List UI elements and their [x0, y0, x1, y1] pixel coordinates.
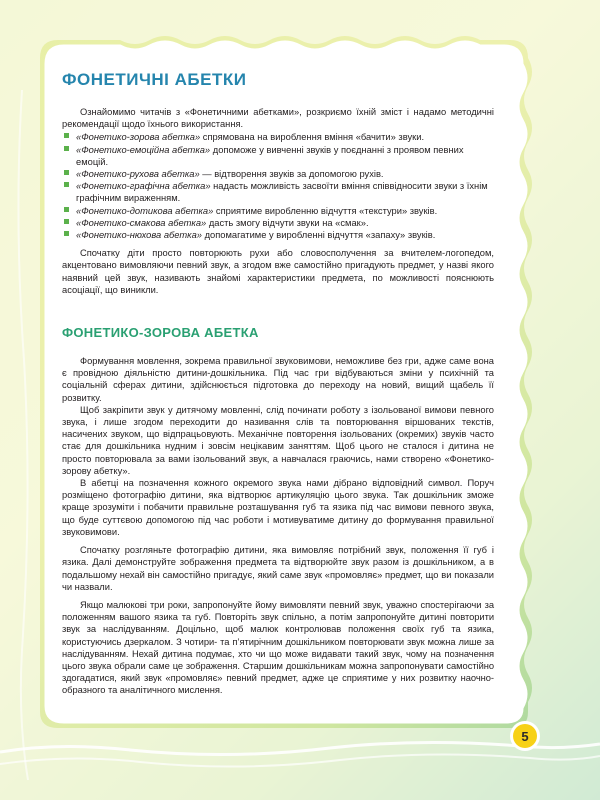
list-item-text: надасть можливість засвоїти вміння співвідносити звуки з їхнім графічним вираженням. — [76, 181, 488, 204]
list-item — [62, 180, 494, 204]
list-item-title: «Фонетико-смакова абетка» — [76, 217, 207, 228]
list-item-text: — відтворення звуків за допомогою рухів. — [199, 169, 384, 180]
list-item — [62, 217, 494, 229]
list-item-text: допомагатиме у виробленні відчуття «запаху» звуків. — [201, 230, 436, 241]
list-item-title: «Фонетико-рухова абетка» — [76, 169, 200, 180]
square-bullet-icon — [64, 182, 69, 187]
list-item-text: сприятиме виробленню відчуття «текстури» звуків. — [213, 205, 438, 216]
section-heading: ФОНЕТИКО-ЗОРОВА АБЕТКА — [62, 325, 259, 341]
paragraph-after-list: Спочатку діти просто повторюють рухи або словосполучення за вчителем-логопедом, акцентовано вимовляючи певний звук, а згодом вже самостійно пригадують предмет, у назві якого наявний цей звук, називають знайомі характеристики предмета, по можливості пояснюють асоціації, що виникли. — [62, 248, 494, 295]
list-item — [62, 144, 494, 168]
section-paragraph: Щоб закріпити звук у дитячому мовленні, слід починати роботу з ізольованої вимови певного звука, і лише згодом переходити до називання слів та повторювання віршованих текстів, насичених звуком, що відпрацьовують. Механічне повторення ізольованих (окремих) звуків часто стає для дошкільника нудним і зовсім нецікавим заняттям. Щоб цього не сталося і дитина не просто повторювала за вами ізольований звук, а навчалася граючись, нами створено «Фонетико-зорову абетку». — [62, 404, 494, 476]
list-item — [62, 229, 494, 241]
list-item-text: спрямована на вироблення вміння «бачити» звуки. — [200, 132, 425, 143]
page-content — [62, 70, 494, 697]
square-bullet-icon — [64, 133, 69, 138]
section-paragraph: Якщо малюкові три роки, запропонуйте йому вимовляти певний звук, уважно спостерігаючи за положенням вашого язика та губ. Повторіть звук спільно, а потім запропонуйте дитині повторити звук за наслідуванням. Доцільно, щоб малюк контролював положення своїх губ та язика, користуючись дзеркалом. З чотири- та п’ятирічним дошкільником повторювати звук можна лише за наслідуванням. Нехай дитина подумає, хто чи що може видавати такий звук, чому на позначення цього звука обрали саме це зображення. Старшим дошкільникам можна запропонувати самостійно здогадатися, який звук «промовляє» певний предмет, адже це сприятиме у них розвитку наочно-образного та аналітичного мислення. — [62, 599, 494, 696]
page-heading: ФОНЕТИЧНІ АБЕТКИ — [62, 70, 247, 89]
section-paragraph: Спочатку розгляньте фотографію дитини, яка вимовляє потрібний звук, положення її губ і язика. Далі демонструйте зображення предмета та відтворюйте звук разом із дошкільником, а в подальшому нехай він самостійно пригадує, який саме звук «промовляє» предмет, що ви показали чи назвали. — [62, 545, 494, 592]
list-item — [62, 131, 494, 143]
list-item-title: «Фонетико-зорова абетка» — [76, 132, 201, 143]
section-paragraph: В абетці на позначення кожного окремого звука нами дібрано відповідний символ. Поруч розміщено фотографію дитини, яка відтворює артикуляцію цього звука. Так дошкільник зможе краще зрозуміти і побачити правильне розташування губ та язика під час вимови певного звука, що буде суттєвою допомогою під час роботи і мотивуватиме дитину до формування правильної звуковимови. — [62, 478, 494, 537]
list-item-title: «Фонетико-емоційна абетка» — [76, 144, 211, 155]
list-item — [62, 205, 494, 217]
square-bullet-icon — [64, 219, 69, 224]
list-item-title: «Фонетико-нюхова абетка» — [76, 230, 202, 241]
list-item-text: дасть змогу відчути звуки на «смак». — [206, 217, 369, 228]
square-bullet-icon — [64, 231, 69, 236]
page-number: 5 — [513, 724, 537, 748]
square-bullet-icon — [64, 207, 69, 212]
list-item-text: допоможе у вивченні звуків у поєднанні з проявом певних емоцій. — [76, 144, 464, 167]
list-item — [62, 168, 494, 180]
square-bullet-icon — [64, 146, 69, 151]
section-paragraph: Формування мовлення, зокрема правильної звуковимови, неможливе без гри, адже саме вона є провідною діяльністю дитини-дошкільника. Під час гри відбуваються зміни у психічній та соціальній сферах дитини, здійснюється підготовка до переходу на новий, вищий щабель її розвитку. — [62, 356, 494, 403]
list-item-title: «Фонетико-графічна абетка» — [76, 181, 211, 192]
page-number-badge — [510, 721, 540, 751]
list-item-title: «Фонетико-дотикова абетка» — [76, 205, 214, 216]
alphabet-list — [62, 131, 494, 241]
intro-paragraph: Ознайомимо читачів з «Фонетичними абетками», розкриємо їхній зміст і надамо методичні рекомендації щодо їхнього використання. — [62, 107, 494, 130]
square-bullet-icon — [64, 170, 69, 175]
